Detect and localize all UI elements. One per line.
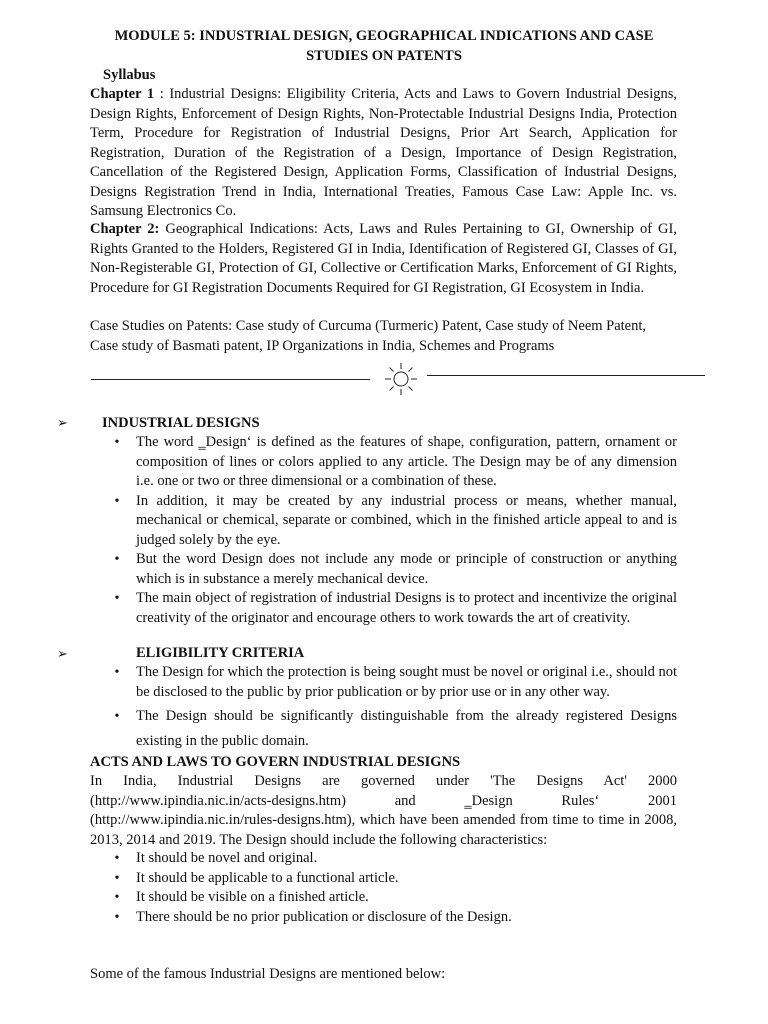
chapter2-paragraph: [90, 220, 677, 298]
bullet-icon: •: [114, 435, 120, 450]
bullet-icon: •: [114, 890, 120, 905]
bullet-icon: •: [114, 909, 120, 925]
section-heading-eligibility: ELIGIBILITY CRITERIA: [136, 645, 305, 661]
list-item: • It should be visible on a finished article.: [110, 888, 677, 908]
bullet-icon: •: [114, 493, 120, 509]
bullet-icon: •: [114, 552, 120, 567]
chapter1-label: Chapter 1: [90, 86, 155, 102]
syllabus-label: Syllabus: [103, 67, 156, 83]
list-item: • The Design should be significantly distinguishable from the already registered Designs existing in the public domain.: [110, 704, 677, 754]
list-item: • But the word Design does not include any mode or principle of construction or anything which is in substance a merely mechanical device.: [110, 550, 677, 589]
list-item: • The main object of registration of industrial Designs is to protect and incentivize the original creativity of the originator and encourage others to work towards the art of creativity.: [110, 589, 677, 628]
chapter1-paragraph: [90, 85, 677, 222]
page-title: MODULE 5: INDUSTRIAL DESIGN, GEOGRAPHICAL INDICATIONS AND CASE STUDIES ON PATENTS: [114, 28, 654, 64]
section-heading-industrial-designs: INDUSTRIAL DESIGNS: [102, 415, 260, 431]
separator-line-right: [427, 375, 705, 376]
list-item: • It should be applicable to a functional article.: [110, 869, 677, 889]
bullet-icon: •: [114, 870, 120, 886]
arrow-bullet-icon: ➢: [57, 646, 68, 661]
industrial-designs-list: [110, 433, 677, 628]
bullet-icon: •: [114, 709, 120, 724]
sun-ornament-icon: [383, 361, 419, 397]
acts-list: [110, 849, 677, 927]
section-heading-acts: ACTS AND LAWS TO GOVERN INDUSTRIAL DESIGNS: [90, 754, 461, 770]
list-item: • It should be novel and original.: [110, 849, 677, 869]
list-item: • The Design for which the protection is being sought must be novel or original i.e., should not be disclosed to the public by prior publication or by prior use or in any other way.: [110, 663, 677, 702]
chapter2-text: Geographical Indications: Acts, Laws and Rules Pertaining to GI, Ownership of GI, Rights Granted to the Holders, Registered GI in India, Identification of Registered GI, Classes of GI, Non-Registerable GI, Protection of GI, Collective or Certification Marks, Enforcement of GI Rights, Procedure for GI Registration Documents Required for GI Registration, GI Ecosystem in India.: [90, 221, 677, 296]
bullet-icon: •: [114, 665, 120, 680]
list-item: • In addition, it may be created by any industrial process or means, whether manual, mechanical or chemical, separate or combined, which in the finished article appeal to and is judged solely by the eye.: [110, 492, 677, 551]
acts-paragraph: In India, Industrial Designs are governed under 'The Designs Act' 2000 (http://www.ipindia.nic.in/acts-designs.htm) and ‗Design Rules‘ 2001 (http://www.ipindia.nic.in/rules-designs.htm), which have been amended from time to time in 2008, 2013, 2014 and 2019. The Design should include the following characteristics:: [90, 773, 677, 848]
eligibility-list: [110, 663, 677, 754]
separator-line-left: [91, 379, 370, 380]
arrow-bullet-icon: ➢: [57, 415, 68, 430]
closing-text: Some of the famous Industrial Designs are mentioned below:: [90, 966, 446, 982]
chapter2-label: Chapter 2:: [90, 221, 160, 237]
list-item: • The word ‗Design‘ is defined as the features of shape, configuration, pattern, ornament or composition of lines or colors applied to any article. The Design may be of any dimension i.e. one or two or three dimensional or a combination of these.: [110, 433, 677, 492]
bullet-icon: •: [114, 591, 120, 606]
case-studies-paragraph: Case Studies on Patents: Case study of Curcuma (Turmeric) Patent, Case study of Neem Patent, Case study of Basmati patent, IP Organizations in India, Schemes and Programs: [90, 318, 647, 354]
bullet-icon: •: [114, 851, 120, 866]
chapter1-text: : Industrial Designs: Eligibility Criteria, Acts and Laws to Govern Industrial Designs, Design Rights, Enforcement of Design Rights, Non-Protectable Industrial Designs India, Protection Term, Procedure for Registration of Industrial Designs, Prior Art Search, Application for Registration, Duration of the Registration of a Design, Importance of Design Registration, Cancellation of the Registered Design, Application Forms, Classification of Industrial Designs, Designs Registration Trend in India, International Treaties, Famous Case Law: Apple Inc. vs. Samsung Electronics Co.: [90, 86, 677, 219]
list-item: • There should be no prior publication or disclosure of the Design.: [110, 908, 677, 928]
